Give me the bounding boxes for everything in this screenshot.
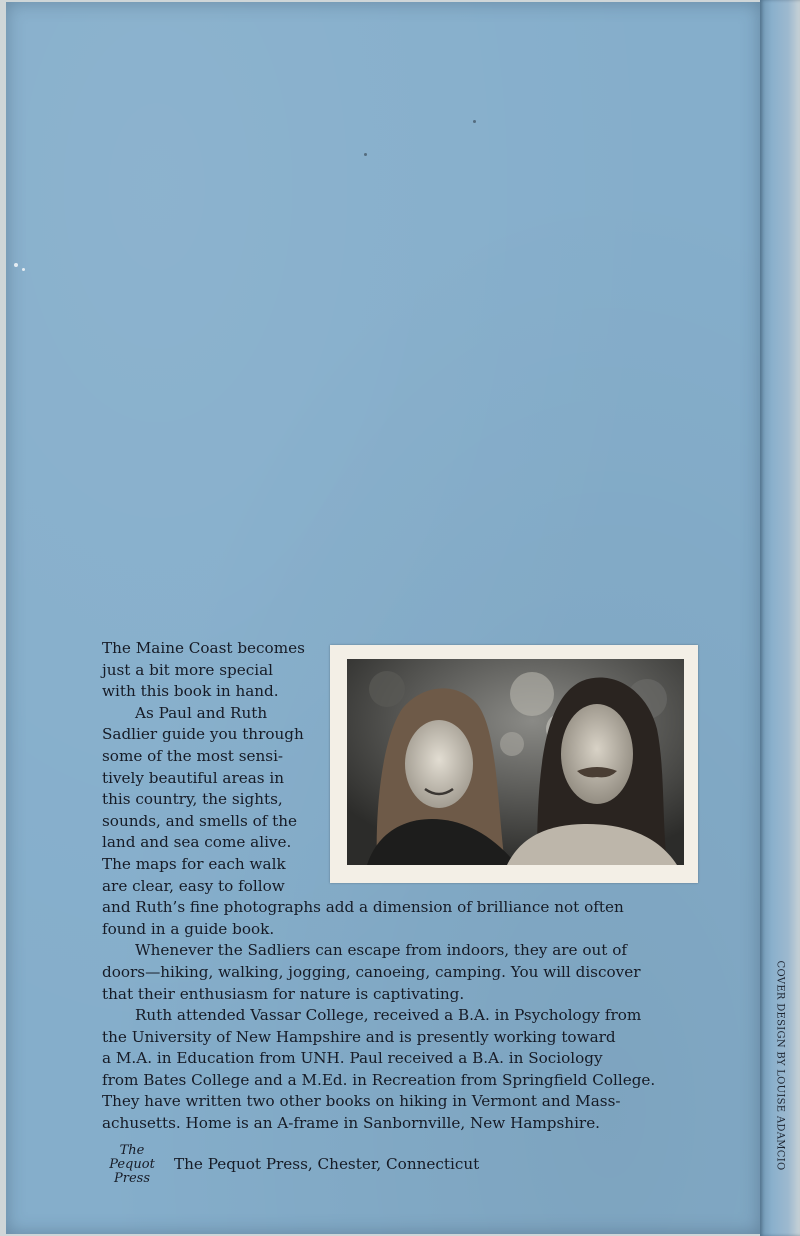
text-line: tively beautiful areas in (102, 768, 285, 787)
cover-design-credit-text: COVER DESIGN BY LOUISE ADAMCIO (774, 960, 786, 1170)
logo-line: Pequot (109, 1157, 155, 1172)
guide-paragraph-continued (102, 897, 702, 940)
text-line: this country, the sights, (102, 790, 283, 809)
cover-speck (473, 120, 476, 123)
text-line: Whenever the Sadliers can escape from indoors, they are out of (135, 941, 627, 960)
book-description (102, 638, 702, 1135)
logo-line: The (119, 1143, 145, 1158)
text-line: land and sea come alive. (102, 833, 292, 852)
text-line: a M.A. in Education from UNH. Paul received a B.A. in Sociology (102, 1049, 603, 1068)
text-line: are clear, easy to follow (102, 876, 285, 895)
guide-paragraph (102, 703, 326, 897)
text-line: with this book in hand. (102, 682, 279, 701)
text-line: As Paul and Ruth (135, 703, 268, 722)
text-line: and Ruth’s fine photographs add a dimension of brilliance not often (102, 898, 624, 917)
text-line: from Bates College and a M.Ed. in Recreation from Springfield College. (102, 1070, 656, 1089)
cover-design-credit (771, 940, 789, 1190)
text-line: sounds, and smells of the (102, 811, 298, 830)
text-line: some of the most sensi- (102, 746, 284, 765)
text-line: just a bit more special (102, 660, 274, 679)
text-line: The Maine Coast becomes (102, 639, 305, 657)
authors-bio-paragraph (102, 1005, 702, 1135)
publisher-logo (104, 1144, 160, 1190)
text-line: found in a guide book. (102, 919, 275, 938)
cover-speck (364, 153, 367, 156)
cover-speck (22, 268, 25, 271)
logo-line: Press (114, 1171, 150, 1186)
text-line: Sadlier guide you through (102, 725, 304, 744)
text-line: the University of New Hampshire and is presently working toward (102, 1027, 616, 1046)
publisher-imprint: The Pequot Press, Chester, Connecticut (174, 1155, 480, 1173)
text-line: doors—hiking, walking, jogging, canoeing, camping. You will discover (102, 962, 641, 981)
text-line: that their enthusiasm for nature is captivating. (102, 984, 465, 1003)
intro-paragraph (102, 638, 326, 703)
text-line: They have written two other books on hiking in Vermont and Mass- (102, 1092, 621, 1111)
text-line: achusetts. Home is an A-frame in Sanbornville, New Hampshire. (102, 1114, 601, 1133)
cover-speck (14, 263, 18, 267)
text-line: Ruth attended Vassar College, received a B.A. in Psychology from (135, 1006, 642, 1025)
text-line: The maps for each walk (102, 854, 286, 873)
enthusiasm-paragraph (102, 940, 702, 1005)
